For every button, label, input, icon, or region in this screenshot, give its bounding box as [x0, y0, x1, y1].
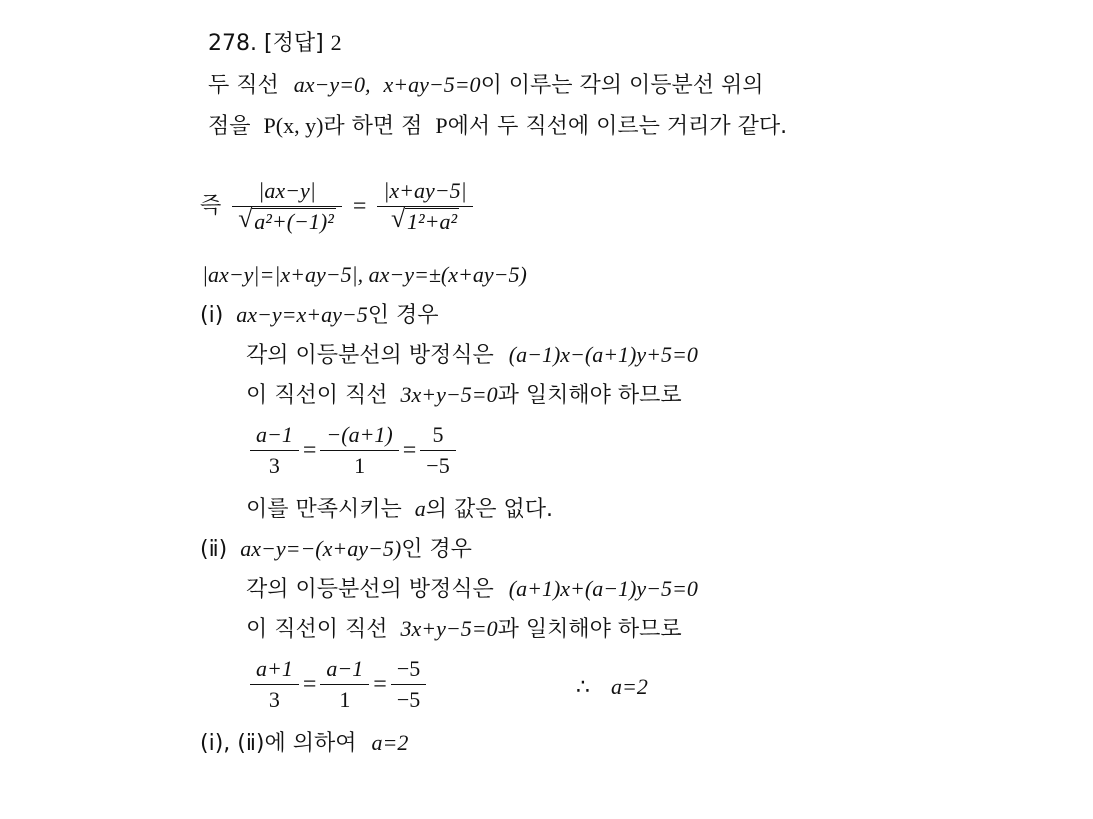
frac-den: 3: [268, 687, 280, 712]
answer-label: [정답]: [263, 31, 324, 56]
distance-fraction-1: |ax−y| √ a²+(−1)²: [232, 176, 342, 237]
intro-text: 점을: [208, 114, 251, 139]
frac-den: 1: [354, 453, 366, 478]
case1-eq-prefix: 각의 이등분선의 방정식은: [246, 343, 494, 368]
intro-line-1: [208, 70, 764, 101]
final-case-labels: (ⅰ), (ⅱ): [200, 731, 265, 756]
case1-frac-2: [320, 420, 398, 481]
case2-condition: [200, 534, 472, 565]
frac-num: a−1: [256, 422, 293, 447]
case1-label: (ⅰ): [200, 303, 224, 328]
case1-target-line: 3x+y−5=0: [400, 382, 498, 407]
case1-conclusion: [246, 494, 553, 525]
answer-value: 2: [330, 30, 342, 55]
answer-header: [208, 28, 342, 59]
final-result: a=2: [371, 730, 409, 755]
jeuk-text: 즉: [200, 193, 222, 219]
frac-den: −5: [396, 687, 421, 712]
case1-match-text: 이 직선이 직선: [246, 383, 388, 408]
frac-den: −5: [426, 453, 450, 478]
frac-den: 3: [268, 453, 280, 478]
case2-result-eq: a=2: [611, 674, 648, 699]
case2-label: (ⅱ): [200, 537, 228, 562]
case1-condition-eq: ax−y=x+ay−5: [236, 302, 368, 327]
case2-bisector-eq: (a+1)x+(a−1)y−5=0: [508, 576, 698, 601]
distance-fraction-2: |x+ay−5| √ 1²+a²: [377, 176, 472, 237]
final-text: 에 의하여: [264, 731, 357, 756]
case2-ratio-equation: $\frac{a+1}{3}$ = $\frac{a-1}{1}$ = $\frac{-5}{-5}$: [246, 654, 430, 715]
case1-suffix: 인 경우: [367, 303, 439, 328]
intro-text: 라 하면 점: [323, 114, 423, 139]
case1-ratio-equation: $\frac{a-1}{3}$ = $\frac{-(a+1)}{1}$ = $\frac{5}{-5}$: [246, 420, 460, 481]
case1-condition: [200, 300, 438, 331]
frac-den: 1: [339, 687, 351, 712]
case1-conclusion-text: 이를 만족시키는: [246, 497, 402, 522]
abs-equation: [202, 260, 527, 290]
point-p-label: P: [435, 113, 448, 138]
case2-eq-prefix: 각의 이등분선의 방정식은: [246, 577, 494, 602]
intro-text: 에서 두 직선에 이르는 거리가 같다.: [447, 114, 788, 139]
line-equation-2: x+ay−5=0: [383, 72, 481, 97]
case1-conclusion-text: 의 값은 없다.: [425, 497, 554, 522]
case2-condition-eq: ax−y=−(x+ay−5): [240, 536, 402, 561]
case1-match-text: 과 일치해야 하므로: [497, 383, 682, 408]
case2-frac-1: [250, 654, 299, 715]
case2-frac-2: [320, 654, 369, 715]
intro-text: 이 이루는 각의 이등분선 위의: [480, 73, 764, 98]
case2-match: [246, 614, 682, 645]
therefore-symbol: ∴: [576, 675, 590, 700]
case1-match: [246, 380, 682, 411]
frac-num: −(a+1): [326, 422, 393, 447]
case2-match-text: 과 일치해야 하므로: [497, 617, 682, 642]
intro-text: 두 직선: [208, 73, 279, 98]
frac-num: −5: [391, 654, 426, 685]
frac-num: a−1: [326, 656, 364, 681]
case2-target-line: 3x+y−5=0: [400, 616, 498, 641]
case1-bisector: [246, 340, 698, 371]
case2-bisector: [246, 574, 698, 605]
frac2-numerator: |x+ay−5|: [383, 178, 467, 203]
distance-equation: 즉 |ax−y| √ a²+(−1)² = |x+ay−5| √ 1²+a²: [200, 176, 477, 237]
final-conclusion: [200, 728, 408, 759]
case2-frac-3: [391, 654, 426, 715]
case1-bisector-eq: (a−1)x−(a+1)y+5=0: [508, 342, 698, 367]
frac1-numerator: |ax−y|: [258, 178, 316, 203]
case1-frac-1: [250, 420, 299, 481]
frac-num: a+1: [256, 656, 293, 681]
point-p: P(x, y): [263, 113, 324, 138]
variable-a: a: [414, 496, 426, 521]
frac-num: 5: [420, 420, 455, 451]
case1-frac-3: [420, 420, 455, 481]
case2-suffix: 인 경우: [401, 537, 472, 562]
frac2-denominator: 1²+a²: [407, 209, 458, 234]
line-equation-1: ax−y=0,: [293, 72, 371, 97]
case2-match-text: 이 직선이 직선: [246, 617, 388, 642]
problem-number: 278.: [208, 31, 257, 56]
intro-line-2: [208, 111, 787, 142]
case2-result: [576, 672, 648, 703]
frac1-denominator: a²+(−1)²: [254, 209, 334, 234]
abs-equation-text: |ax−y|=|x+ay−5|, ax−y=±(x+ay−5): [202, 262, 527, 287]
